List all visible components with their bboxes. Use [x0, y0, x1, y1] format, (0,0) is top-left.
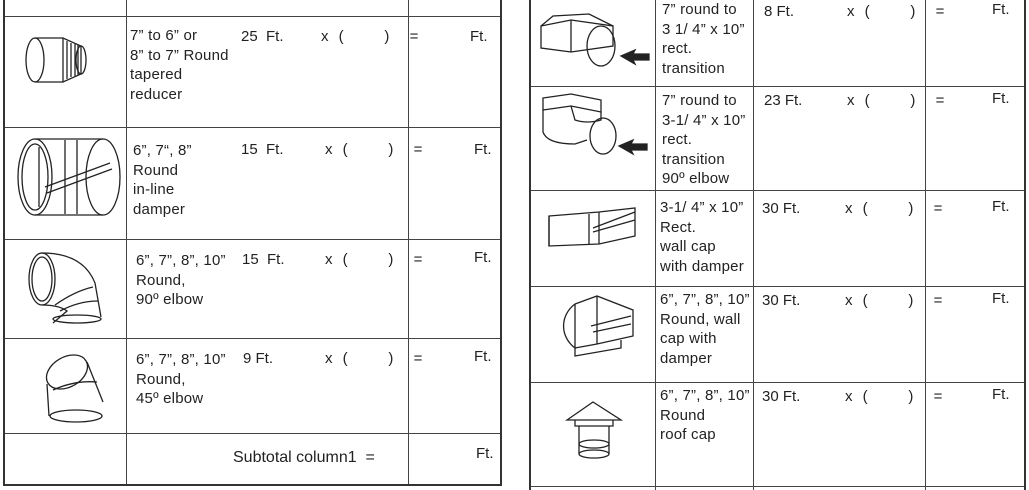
- fitting-description: 6”, 7”, 8”, 10” Round, 90º elbow: [136, 252, 226, 308]
- row-total-unit: Ft.: [474, 348, 492, 365]
- row-total-unit: Ft.: [992, 90, 1010, 107]
- quantity-multiplier[interactable]: x ( ) =: [325, 350, 423, 367]
- row-total-unit: Ft.: [992, 386, 1010, 403]
- left-fittings-table: [3, 0, 502, 486]
- fitting-description: 6”, 7”, 8”, 10” Round roof cap: [660, 387, 750, 443]
- subtotal-row: [5, 433, 500, 486]
- table-row-top: [5, 0, 500, 17]
- quantity-multiplier[interactable]: x ( ) =: [325, 141, 423, 158]
- equivalent-length: 15 Ft.: [242, 251, 285, 268]
- table-row: [531, 86, 1024, 191]
- fitting-description: 6”, 7“, 8” Round in-line damper: [133, 142, 192, 218]
- subtotal-label: Subtotal column1 =: [233, 449, 375, 466]
- row-total-unit: Ft.: [992, 1, 1010, 18]
- equivalent-length: 23 Ft.: [764, 92, 803, 109]
- table-row: [5, 127, 500, 240]
- table-row: [531, 0, 1024, 87]
- equivalent-length: 30 Ft.: [762, 388, 801, 405]
- table-row: [531, 382, 1024, 487]
- quantity-multiplier[interactable]: x ( ) =: [845, 200, 943, 217]
- quantity-multiplier[interactable]: x ( ) =: [845, 292, 943, 309]
- equivalent-length: 30 Ft.: [762, 292, 801, 309]
- subtotal-unit: Ft.: [476, 445, 494, 462]
- fitting-description: 7” round to 3 1/ 4” x 10” rect. transition: [662, 1, 745, 77]
- equivalent-length: 30 Ft.: [762, 200, 801, 217]
- fitting-description: 6”, 7”, 8”, 10” Round, wall cap with damper: [660, 291, 750, 367]
- fitting-description: 6”, 7”, 8”, 10” Round, 45º elbow: [136, 351, 226, 407]
- row-total-unit: Ft.: [474, 141, 492, 158]
- right-fittings-table: [529, 0, 1026, 490]
- fitting-description: 3-1/ 4” x 10” Rect. wall cap with damper: [660, 199, 744, 275]
- quantity-multiplier[interactable]: x ( ) =: [847, 3, 945, 20]
- table-row: [5, 239, 500, 339]
- table-row: [5, 338, 500, 434]
- equivalent-length: 8 Ft.: [764, 3, 795, 20]
- row-total-unit: Ft.: [474, 249, 492, 266]
- quantity-multiplier[interactable]: x ( ) =: [325, 251, 423, 268]
- table-row: [5, 18, 500, 128]
- fitting-description: 7” to 6” or 8” to 7” Round tapered reducer: [130, 27, 229, 103]
- quantity-multiplier[interactable]: x ( ) =: [845, 388, 943, 405]
- row-total-unit: Ft.: [470, 28, 488, 45]
- quantity-multiplier[interactable]: x ( ) =: [847, 92, 945, 109]
- table-row: [531, 190, 1024, 287]
- equivalent-length: 15 Ft.: [241, 141, 284, 158]
- quantity-multiplier[interactable]: x ( ) =: [321, 28, 419, 45]
- table-row: [531, 286, 1024, 383]
- fitting-description: 7” round to 3-1/ 4” x 10” rect. transition 90º elbow: [662, 92, 746, 187]
- row-total-unit: Ft.: [992, 198, 1010, 215]
- equivalent-length: 9 Ft.: [243, 350, 274, 367]
- equivalent-length: 25 Ft.: [241, 28, 284, 45]
- row-total-unit: Ft.: [992, 290, 1010, 307]
